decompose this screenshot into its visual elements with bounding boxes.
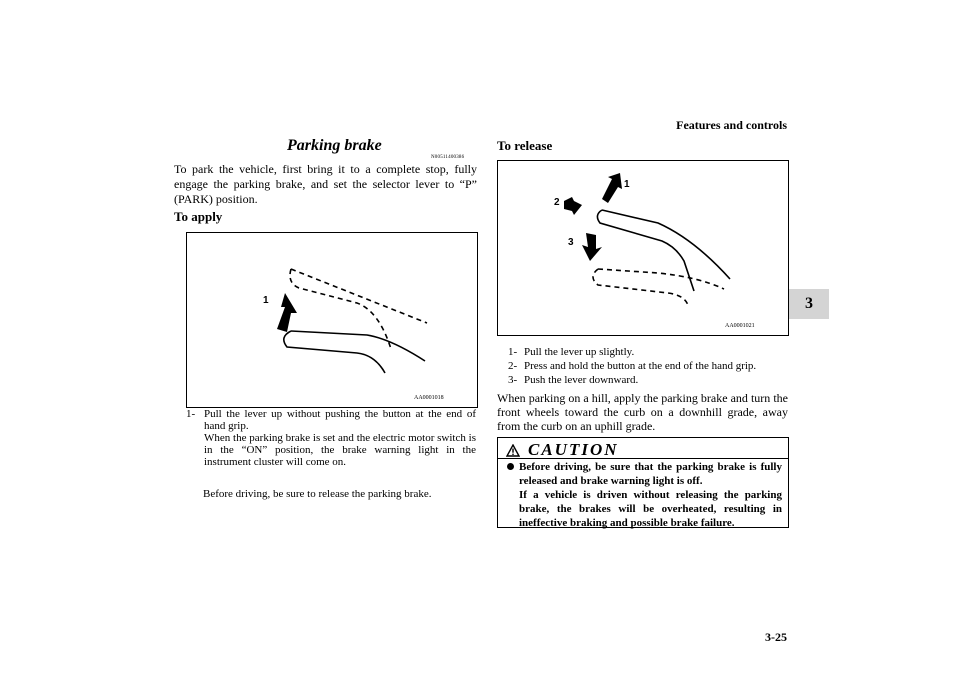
release-list xyxy=(508,346,788,386)
item-text: Push the lever downward. xyxy=(524,374,639,386)
item-number: 1- xyxy=(186,408,196,420)
apply-lever-illustration xyxy=(187,233,477,407)
item-text: Pull the lever up slightly. xyxy=(524,346,635,358)
item-number: 2- xyxy=(508,360,518,372)
to-release-heading: To release xyxy=(497,138,553,153)
caution-line-1: Before driving, be sure that the parking brake is fully released and brake warning light is off. xyxy=(519,461,782,487)
warning-triangle-icon xyxy=(506,444,520,457)
item-text: Press and hold the button at the end of the hand grip. xyxy=(524,360,757,372)
item-text: Pull the lever up without pushing the button at the end of hand grip. xyxy=(204,408,476,432)
list-item xyxy=(186,408,476,432)
caution-divider xyxy=(498,458,788,459)
release-callout-3: 3 xyxy=(568,237,574,248)
bullet-icon xyxy=(507,463,514,470)
header-title: Features and controls xyxy=(676,118,787,132)
section-title: Parking brake xyxy=(287,137,382,154)
apply-arrow xyxy=(277,293,297,332)
caution-line-2: If a vehicle is driven without releasing the parking brake, the brakes will be overheated, resulting in ineffective braking and possible brake failure. xyxy=(519,489,782,529)
release-callout-2: 2 xyxy=(554,197,560,208)
list-item xyxy=(508,360,788,372)
list-item xyxy=(508,346,788,358)
release-figure-code: AA0001021 xyxy=(725,323,755,329)
release-arrow-3 xyxy=(582,233,602,261)
apply-figure xyxy=(186,232,478,408)
chapter-tab: 3 xyxy=(789,289,829,319)
release-note: Before driving, be sure to release the parking brake. xyxy=(203,488,432,500)
release-lever-illustration xyxy=(498,161,788,335)
apply-figure-code: AA0001018 xyxy=(414,395,444,401)
caution-label: CAUTION xyxy=(528,440,619,459)
apply-callout-1: 1 xyxy=(263,295,269,306)
apply-list xyxy=(186,408,476,468)
section-code: N00511400386 xyxy=(431,155,465,160)
item-number: 1- xyxy=(508,346,518,358)
item-number: 3- xyxy=(508,374,518,386)
to-apply-heading: To apply xyxy=(174,209,223,224)
caution-box xyxy=(497,437,789,528)
intro-paragraph: To park the vehicle, first bring it to a complete stop, fully engage the parking brake, and set the selector lever to “P” (PARK) position. xyxy=(174,162,477,206)
release-arrow-2 xyxy=(564,197,582,215)
item-text-continuation: When the parking brake is set and the electric motor switch is in the “ON” position, the brake warning light in the instrument cluster will come on. xyxy=(204,432,476,468)
caution-header xyxy=(506,440,619,460)
hill-parking-text: When parking on a hill, apply the parking brake and turn the front wheels toward the curb on a downhill grade, away from the curb on an uphill grade. xyxy=(497,391,788,433)
release-callout-1: 1 xyxy=(624,179,630,190)
release-figure xyxy=(497,160,789,336)
caution-text xyxy=(519,460,782,530)
page-number: 3-25 xyxy=(765,630,787,644)
list-item xyxy=(508,374,788,386)
release-arrow-1 xyxy=(602,173,622,203)
